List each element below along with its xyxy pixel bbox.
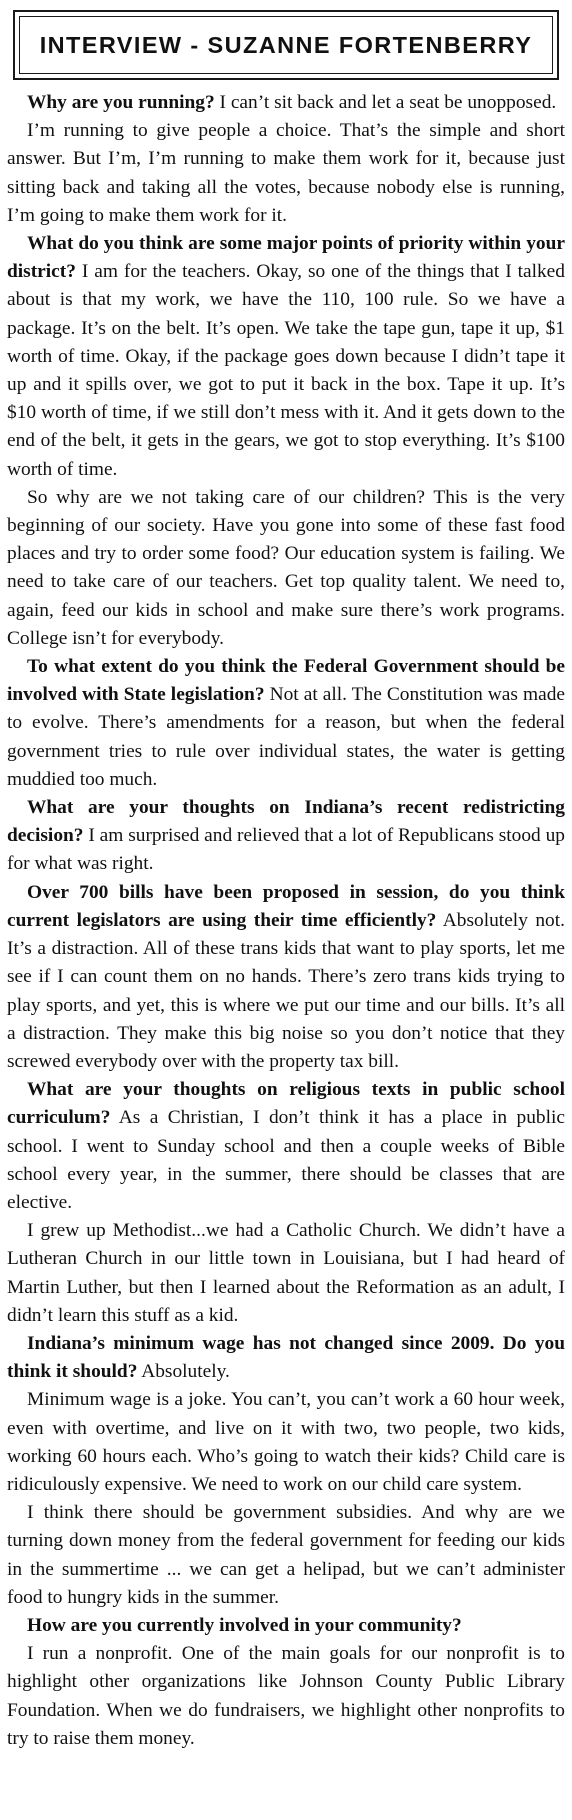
paragraph (7, 117, 565, 230)
answer: Absolutely. (137, 1361, 230, 1383)
paragraph (7, 1076, 565, 1217)
answer: So why are we not taking care of our children? This is the very beginning of our society. Have you gone into some of these fast food places and try to order some food? Our education system is failing. We need to take care of our teachers. Get top quality talent. We need to, again, feed our kids in school and make sure there’s work programs. College isn’t for everybody. (7, 486, 565, 649)
paragraph (7, 794, 565, 879)
question: Over 700 bills have been proposed in session, do you think current legislators are using their time efficiently? (7, 881, 565, 931)
answer: As a Christian, I don’t think it has a place in public school. I went to Sunday school and then a couple weeks of Bible school every year, in the summer, there should be classes that are elective. (7, 1107, 565, 1213)
answer: I run a nonprofit. One of the main goals for our nonprofit is to highlight other organizations like Johnson County Public Library Foundation. When we do fundraisers, we highlight other nonprofits to try to raise them money. (7, 1643, 565, 1749)
question: What are your thoughts on religious texts in public school curriculum? (7, 1079, 565, 1129)
paragraph (7, 1217, 565, 1330)
question: To what extent do you think the Federal Government should be involved with State legislation? (7, 656, 565, 706)
paragraph (7, 1386, 565, 1499)
answer: I think there should be government subsidies. And why are we turning down money from the federal government for feeding our kids in the summertime ... we can get a helipad, but we can’t administer food to hungry kids in the summer. (7, 1502, 565, 1608)
title-frame (13, 10, 559, 80)
answer: I can’t sit back and let a seat be unopposed. (214, 92, 557, 113)
question: What are your thoughts on Indiana’s recent redistricting decision? (7, 797, 565, 847)
answer: I’m running to give people a choice. That’s the simple and short answer. But I’m, I’m running to make them work for it, because just sitting back and taking all the votes, because nobody else is running, I’m going to make them work for it. (7, 120, 565, 226)
paragraph (7, 1612, 565, 1640)
paragraph (7, 1330, 565, 1386)
question: How are you currently involved in your community? (27, 1614, 462, 1636)
paragraph (7, 484, 565, 653)
question: Why are you running? (27, 92, 215, 113)
answer: Minimum wage is a joke. You can’t, you can’t work a 60 hour week, even with overtime, and live on it with two, two people, two kids, working 60 hours each. Who’s going to watch their kids? Child care is ridiculously expensive. We need to work on our child care system. (7, 1389, 565, 1495)
answer: Absolutely not. It’s a distraction. All of these trans kids that want to play sports, let me see if I can count them on no hands. There’s zero trans kids trying to play sports, and yet, this is where we put our time and our bills. It’s all a distraction. They make this big noise so you don’t notice that they screwed everybody over with the property tax bill. (7, 909, 565, 1072)
article-title: INTERVIEW - SUZANNE FORTENBERRY (19, 16, 553, 74)
answer: Not at all. The Constitution was made to evolve. There’s amendments for a reason, but when the federal government tries to rule over individual states, the water is getting muddied too much. (7, 684, 565, 790)
question: Indiana’s minimum wage has not changed since 2009. Do you think it should? (7, 1332, 565, 1383)
answer: I am surprised and relieved that a lot of Republicans stood up for what was right. (7, 825, 565, 875)
paragraph (7, 653, 565, 794)
paragraph (7, 89, 565, 117)
paragraph (7, 230, 565, 484)
question: What do you think are some major points of priority within your district? (7, 233, 565, 283)
answer: I grew up Methodist...we had a Catholic Church. We didn’t have a Lutheran Church in our little town in Louisiana, but I had heard of Martin Luther, but then I learned about the Reformation as an adult, I didn’t learn this stuff as a kid. (7, 1220, 565, 1326)
interview-body (7, 89, 565, 1753)
paragraph (7, 1640, 565, 1753)
paragraph (7, 879, 565, 1076)
paragraph (7, 1499, 565, 1612)
answer: I am for the teachers. Okay, so one of the things that I talked about is that my work, we have the 110, 100 rule. So we have a package. It’s on the belt. It’s open. We take the tape gun, tape it up, $1 worth of time. Okay, if the package goes down because I didn’t tape it up and it spills over, we got to put it back in the box. Tape it up. It’s $10 worth of time, if we still don’t mess with it. And it gets down to the end of the belt, it gets in the gears, we got to stop everything. It’s $100 worth of time. (7, 261, 565, 480)
